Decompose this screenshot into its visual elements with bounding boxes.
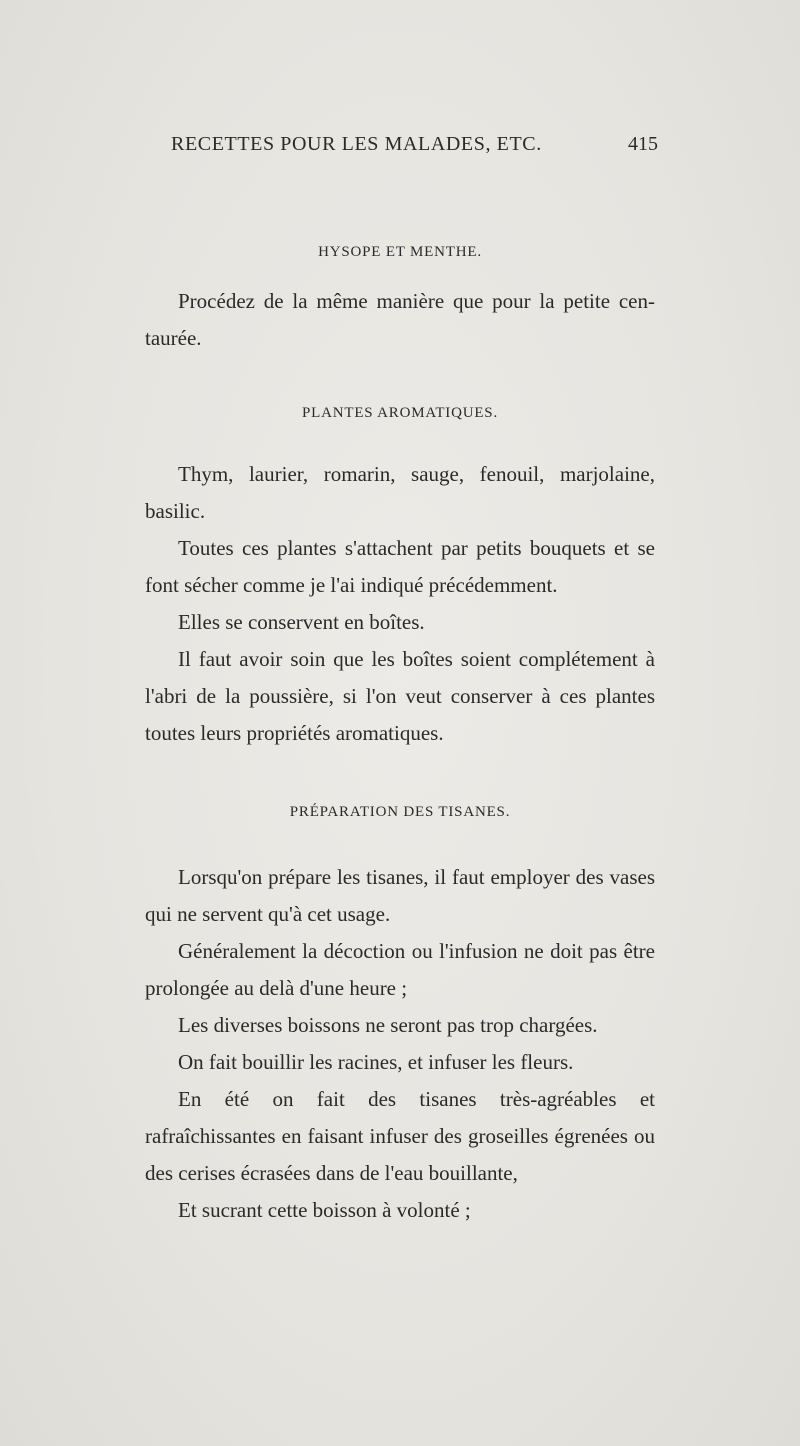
paragraph: Thym, laurier, romarin, sauge, fenouil, marjolaine, basilic.: [145, 462, 655, 523]
paragraph: Et sucrant cette boisson à volonté ;: [178, 1198, 471, 1222]
paragraph: Généralement la décoction ou l'infusion ne doit pas être prolongée au delà d'une heure ;: [145, 939, 655, 1000]
running-title: RECETTES POUR LES MALADES, ETC.: [171, 133, 542, 155]
paragraph: Il faut avoir soin que les boîtes soient complétement à l'abri de la poussière, si l'on veut conserver à ces plantes toutes leurs propriétés aromatiques.: [145, 647, 655, 745]
paragraph: Elles se conservent en boîtes.: [178, 610, 425, 634]
paragraph: Lorsqu'on prépare les tisanes, il faut employer des vases qui ne servent qu'à cet usage.: [145, 865, 655, 926]
paragraph: Procédez de la même manière que pour la petite cen-taurée.: [145, 289, 655, 350]
section-heading-plantes: PLANTES AROMATIQUES.: [301, 405, 498, 421]
paragraph: Les diverses boissons ne seront pas trop chargées.: [178, 1013, 598, 1037]
paragraph: Toutes ces plantes s'attachent par petits bouquets et se font sécher comme je l'ai indiqué précédemment.: [145, 536, 655, 597]
paragraph: En été on fait des tisanes très-agréables et rafraîchissantes en faisant infuser des groseilles égrenées ou des cerises écrasées dans de l'eau bouillante,: [145, 1087, 655, 1185]
paragraph: On fait bouillir les racines, et infuser les fleurs.: [178, 1050, 574, 1074]
section-heading-tisanes: PRÉPARATION DES TISANES.: [289, 804, 511, 820]
page-body: [145, 244, 655, 1229]
page-number: 415: [628, 133, 658, 155]
section-heading-hysope: HYSOPE ET MENTHE.: [318, 244, 482, 260]
running-head: [0, 133, 800, 163]
